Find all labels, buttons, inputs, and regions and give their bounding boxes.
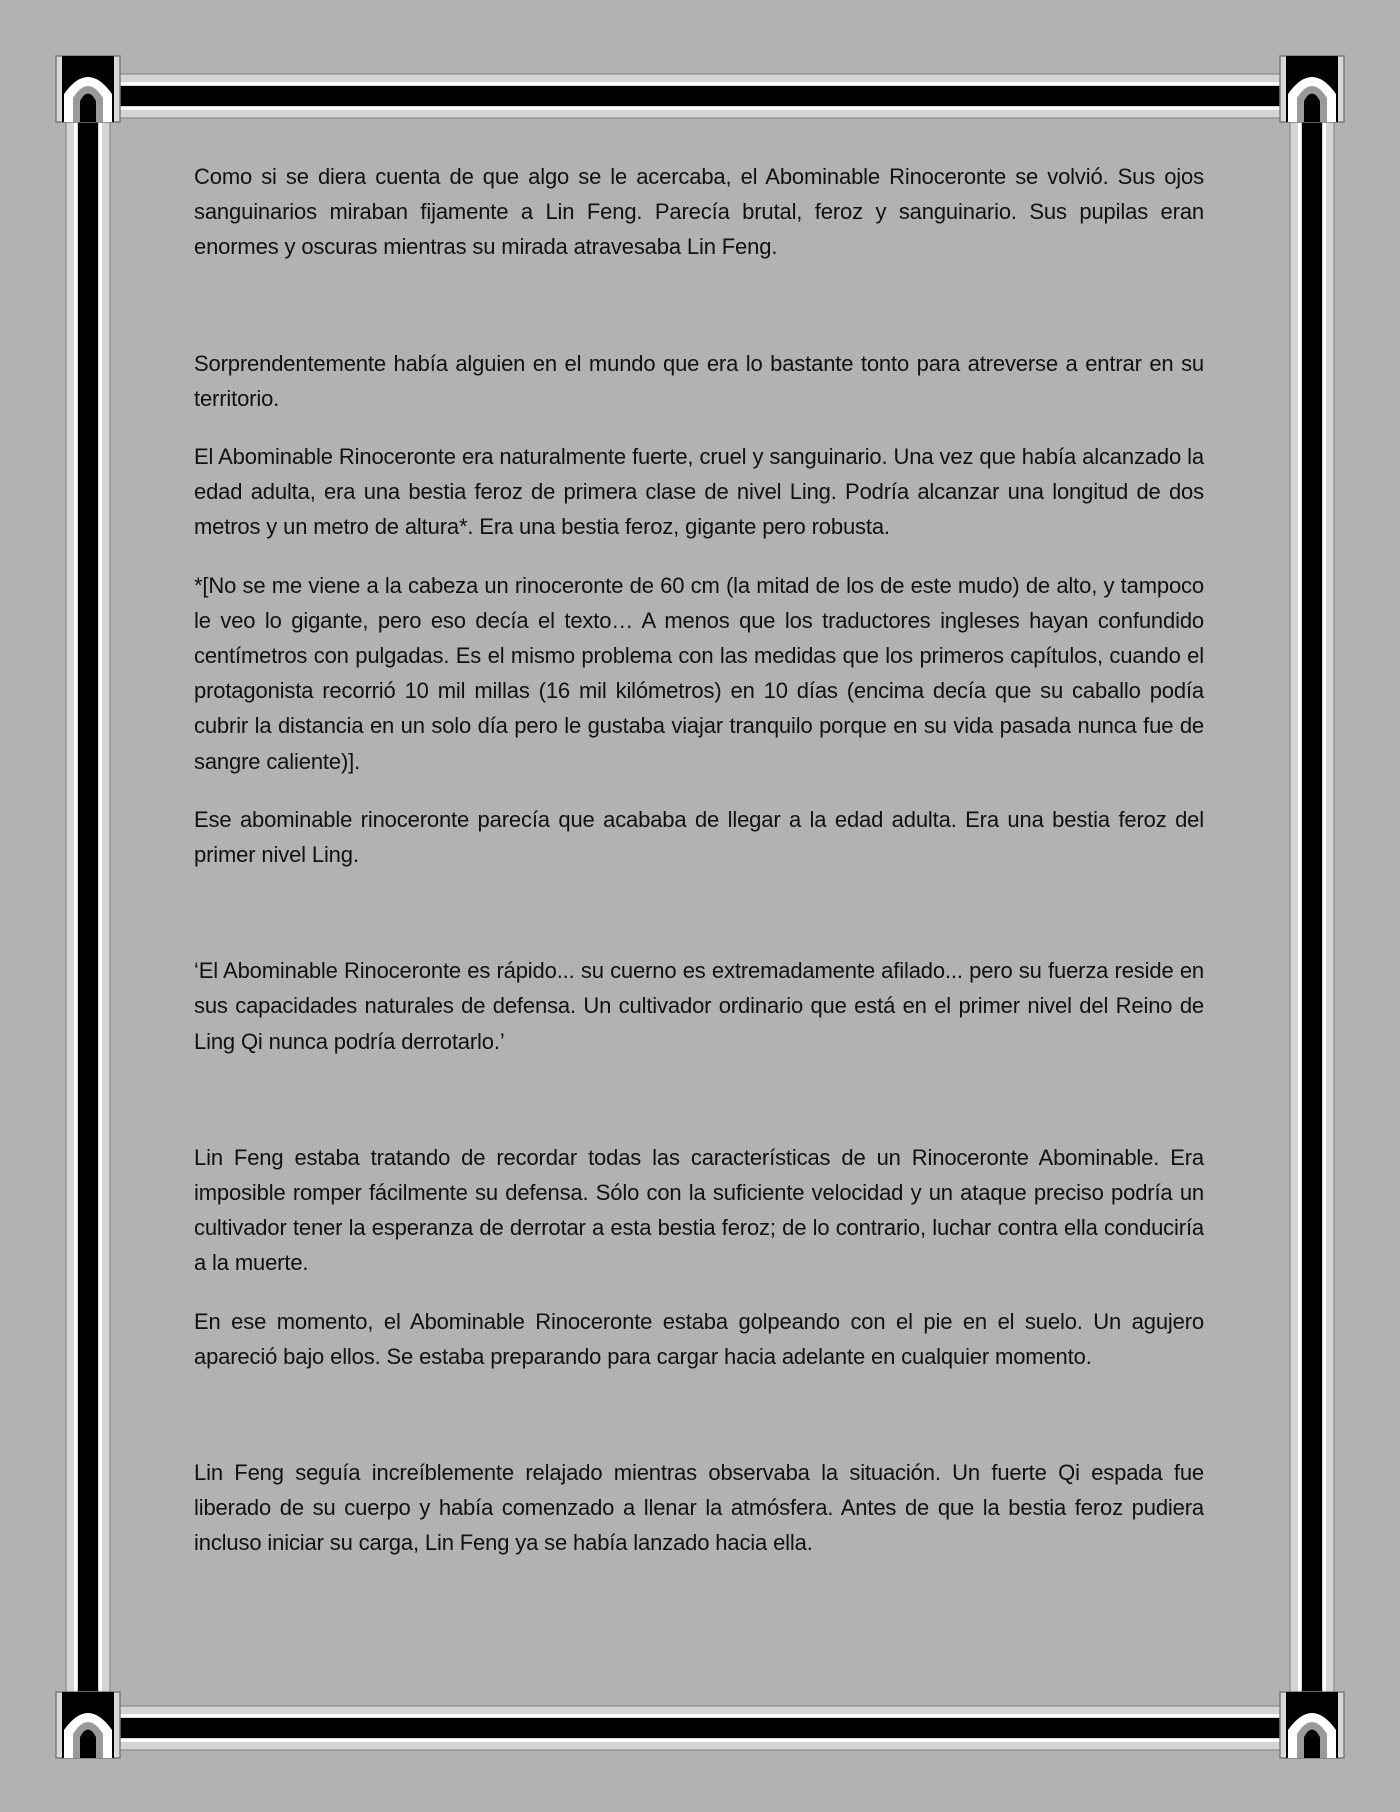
translator-note: *[No se me viene a la cabeza un rinoceronte de 60 cm (la mitad de los de este mudo) de alto, y tampoco le veo lo gigante, pero eso decía el texto… A menos que los traductores ingleses hayan confundido centímetros con pulgadas. Es el mismo problema con las medidas que los primeros capítulos, cuando el protagonista recorrió 10 mil millas (16 mil kilómetros) en 10 días (encima decía que su caballo podía cubrir la distancia en un solo día pero le gustaba viajar tranquilo porque en su vida pasada nunca fue de sangre caliente)]. [194,572,1204,774]
paragraph-9: Lin Feng seguía increíblemente relajado mientras observaba la situación. Un fuerte Qi espada fue liberado de su cuerpo y había comenzado a llenar la atmósfera. Antes de que la bestia feroz pudiera incluso iniciar su carga, Lin Feng ya se había lanzado hacia ella. [194,1460,1204,1556]
paragraph-7: Lin Feng estaba tratando de recordar todas las características de un Rinoceronte Abominable. Era imposible romper fácilmente su defensa. Sólo con la suficiente velocidad y un ataque preciso podría un cultivador tener la esperanza de derrotar a esta bestia feroz; de lo contrario, luchar contra ella conduciría a la muerte. [194,1144,1204,1276]
right-border-bar [1290,112,1334,1708]
paragraph-spacer [194,545,1204,568]
paragraph-spacer [194,1374,1204,1455]
paragraph-spacer [194,1281,1204,1304]
document-body [194,159,1204,1561]
paragraph-spacer [194,416,1204,439]
paragraph-5: Ese abominable rinoceronte parecía que acababa de llegar a la edad adulta. Era una bestia feroz del primer nivel Ling. [194,806,1204,868]
bottom-border-bar [112,1706,1288,1750]
paragraph-spacer [194,872,1204,953]
corner-ornament-top-right [1280,56,1344,122]
paragraph-2: Sorprendentemente había alguien en el mundo que era lo bastante tonto para atreverse a entrar en su territorio. [194,350,1204,411]
left-border-bar [66,112,110,1708]
paragraph-1: Como si se diera cuenta de que algo se le acercaba, el Abominable Rinoceronte se volvió. Sus ojos sanguinarios miraban fijamente a Lin Feng. Parecía brutal, feroz y sanguinario. Sus pupilas eran enormes y oscuras mientras su mirada atravesaba Lin Feng. [194,164,1204,260]
top-border-bar [112,74,1288,118]
paragraph-6-thought: ‘El Abominable Rinoceronte es rápido... su cuerno es extremadamente afilado... pero su fuerza reside en sus capacidades naturales de defensa. Un cultivador ordinario que está en el primer nivel del Reino de Ling Qi nunca podría derrotarlo.’ [194,958,1204,1054]
paragraph-spacer [194,1059,1204,1140]
paragraph-3: El Abominable Rinoceronte era naturalmente fuerte, cruel y sanguinario. Una vez que había alcanzado la edad adulta, era una bestia feroz de primera clase de nivel Ling. Podría alcanzar una longitud de dos metros y un metro de altura*. Era una bestia feroz, gigante pero robusta. [194,444,1204,540]
paragraph-8: En ese momento, el Abominable Rinoceronte estaba golpeando con el pie en el suelo. Un agujero apareció bajo ellos. Se estaba preparando para cargar hacia adelante en cualquier momento. [194,1308,1204,1369]
corner-ornament-top-left [56,56,120,122]
corner-ornament-bottom-right [1280,1692,1344,1758]
paragraph-spacer [194,779,1204,802]
paragraph-spacer [194,265,1204,346]
corner-ornament-bottom-left [56,1692,120,1758]
